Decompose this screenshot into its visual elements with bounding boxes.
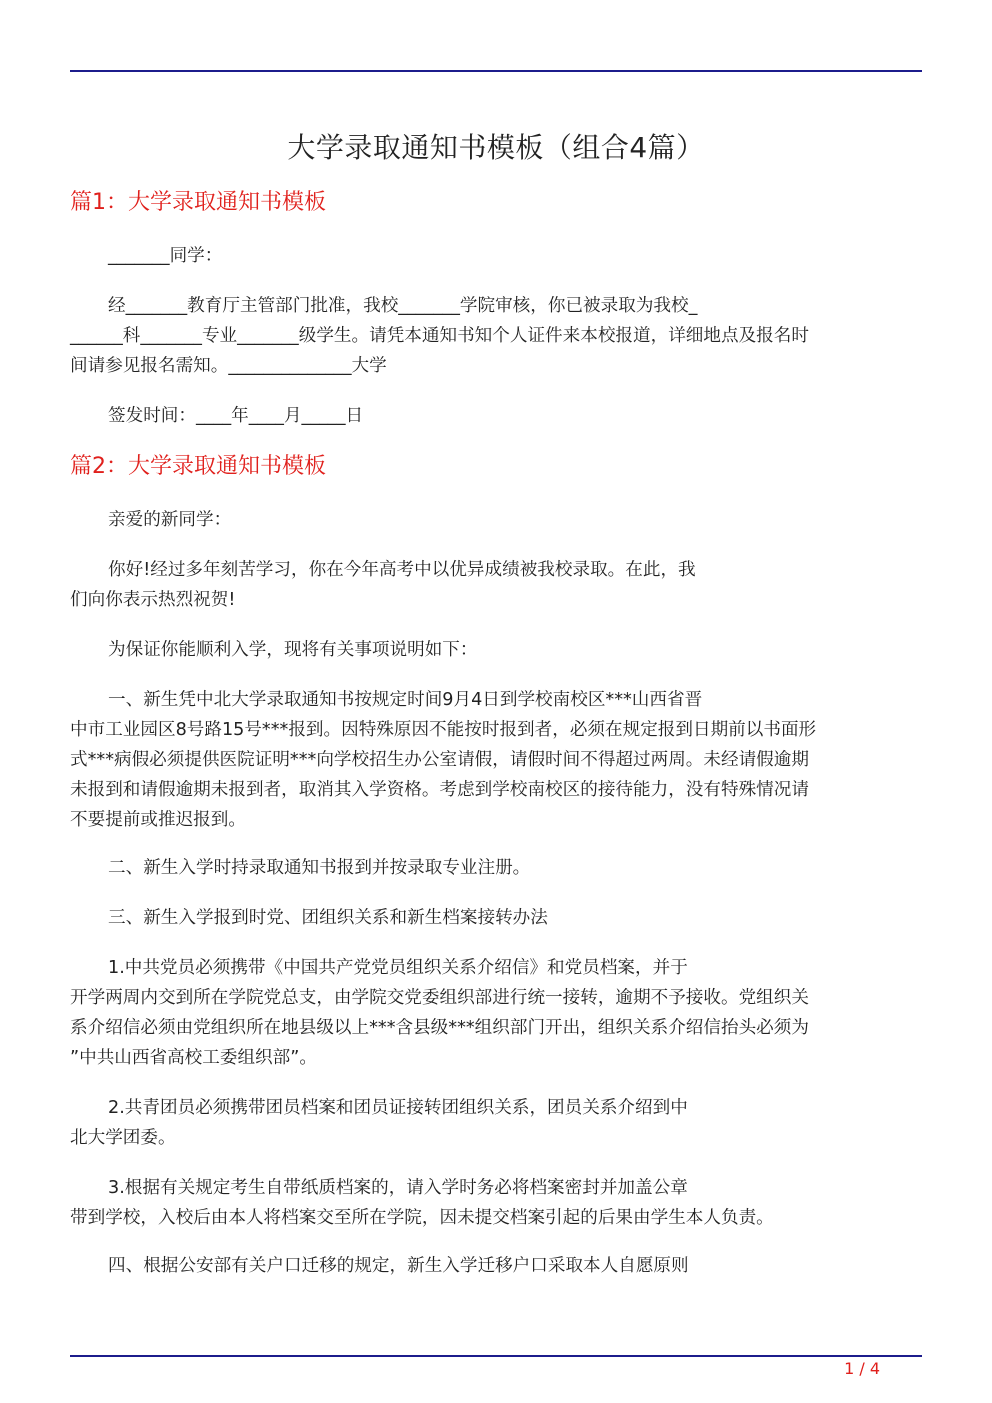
paragraph — [70, 505, 915, 535]
paragraph-line: 们向你表示热烈祝贺! — [70, 590, 236, 610]
paragraph-line: 经_______教育厅主管部门批准，我校_______学院审核，你已被录取为我校_ — [108, 296, 698, 316]
paragraph-line: 你好!经过多年刻苦学习，你在今年高考中以优异成绩被我校录取。在此，我 — [108, 560, 696, 580]
paragraph-line: 为保证你能顺利入学，现将有关事项说明如下： — [108, 640, 478, 660]
paragraph-line: 间请参见报名需知。______________大学 — [70, 356, 387, 376]
paragraph-line: 三、新生入学报到时党、团组织关系和新生档案接转办法 — [108, 908, 548, 928]
paragraph — [70, 401, 915, 431]
paragraph — [70, 1173, 915, 1233]
paragraph-line: 式***病假必须提供医院证明***向学校招生办公室请假，请假时间不得超过两周。未经请假逾期 — [70, 750, 809, 770]
paragraph-line: 2.共青团员必须携带团员档案和团员证接转团组织关系，团员关系介绍到中 — [108, 1098, 688, 1118]
footer-rule — [70, 1355, 922, 1357]
paragraph — [70, 241, 915, 271]
paragraph-line: 带到学校，入校后由本人将档案交至所在学院，因未提交档案引起的后果由学生本人负责。 — [70, 1208, 774, 1228]
paragraph — [70, 555, 915, 615]
paragraph-line: 北大学团委。 — [70, 1128, 176, 1148]
paragraph-line: 中市工业园区8号路15号***报到。因特殊原因不能按时报到者，必须在规定报到日期前以书面形 — [70, 720, 817, 740]
paragraph-line: _______同学： — [108, 246, 223, 266]
paragraph-line: 亲爱的新同学： — [108, 510, 232, 530]
paragraph-line: 二、新生入学时持录取通知书报到并按录取专业注册。 — [108, 858, 531, 878]
section-heading-1: 篇1：大学录取通知书模板 — [70, 190, 326, 215]
paragraph-line: 签发时间：____年____月_____日 — [108, 406, 364, 426]
page-number: 1 / 4 — [844, 1359, 880, 1378]
paragraph — [70, 903, 915, 933]
paragraph-line: 系介绍信必须由党组织所在地县级以上***含县级***组织部门开出，组织关系介绍信抬头必须为 — [70, 1018, 809, 1038]
paragraph-line: 四、根据公安部有关户口迁移的规定，新生入学迁移户口采取本人自愿原则 — [108, 1256, 689, 1276]
paragraph — [70, 1093, 915, 1153]
document-title: 大学录取通知书模板（组合4篇） — [287, 131, 705, 164]
paragraph-line: 一、新生凭中北大学录取通知书按规定时间9月4日到学校南校区***山西省晋 — [108, 690, 703, 710]
header-rule — [70, 70, 922, 72]
paragraph-line: ______科_______专业_______级学生。请凭本通知书知个人证件来本校报道，详细地点及报名时 — [70, 326, 809, 346]
paragraph — [70, 1251, 915, 1281]
paragraph-line: 1.中共党员必须携带《中国共产党党员组织关系介绍信》和党员档案，并于 — [108, 958, 688, 978]
paragraph — [70, 635, 915, 665]
paragraph — [70, 853, 915, 883]
paragraph — [70, 291, 915, 381]
paragraph-line: 不要提前或推迟报到。 — [70, 810, 246, 830]
paragraph-line: ”中共山西省高校工委组织部”。 — [70, 1048, 317, 1068]
paragraph-line: 开学两周内交到所在学院党总支，由学院交党委组织部进行统一接转，逾期不予接收。党组织关 — [70, 988, 809, 1008]
section-heading-2: 篇2：大学录取通知书模板 — [70, 454, 326, 479]
paragraph-line: 3.根据有关规定考生自带纸质档案的，请入学时务必将档案密封并加盖公章 — [108, 1178, 688, 1198]
paragraph — [70, 685, 915, 835]
paragraph-line: 未报到和请假逾期未报到者，取消其入学资格。考虑到学校南校区的接待能力，没有特殊情况请 — [70, 780, 809, 800]
paragraph — [70, 953, 915, 1073]
